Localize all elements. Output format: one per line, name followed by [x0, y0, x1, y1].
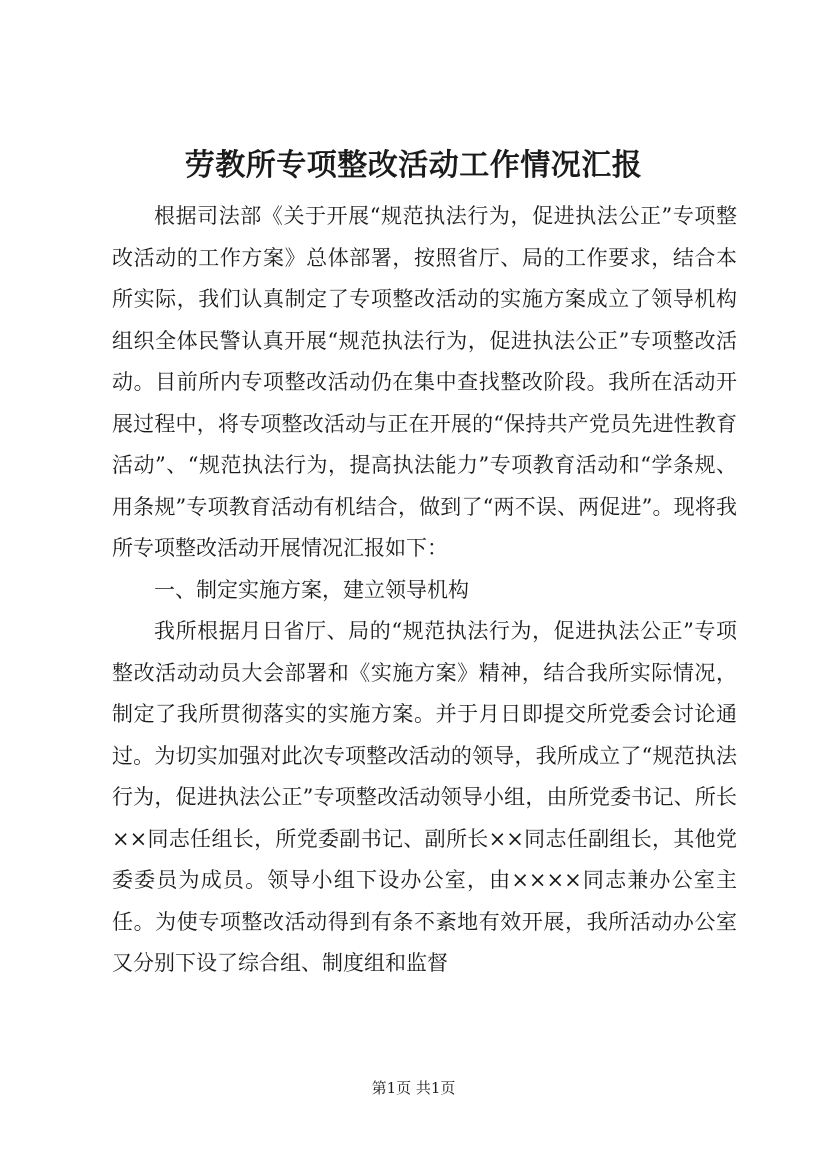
section-heading: 一、制定实施方案，建立领导机构 [154, 577, 469, 602]
page-footer: 第1页 共1页 [371, 1079, 456, 1097]
intro-paragraph: 根据司法部《关于开展“规范执法行为，促进执法公正”专项整改活动的工作方案》总体部署，按照省厅、局的工作要求，结合本所实际，我们认真制定了专项整改活动的实施方案成立了领导机构组织全体民警认真开展“规范执法行为，促进执法公正”专项整改活动。目前所内专项整改活动仍在集中查找整改阶段。我所在活动开展过程中，将专项整改活动与正在开展的“保持共产党员先进性教育活动”、“规范执法行为，提高执法能力”专项教育活动和“学条规、用条规”专项教育活动有机结合，做到了“两不误、两促进”。现将我所专项整改活动开展情况汇报如下： [112, 204, 737, 560]
document-title: 劳教所专项整改活动工作情况汇报 [184, 148, 643, 183]
document-body [112, 196, 737, 985]
section-paragraph: 我所根据月日省厅、局的“规范执法行为，促进执法公正”专项整改活动动员大会部署和《实施方案》精神，结合我所实际情况，制定了我所贯彻落实的实施方案。并于月日即提交所党委会讨论通过。为切实加强对此次专项整改活动的领导，我所成立了“规范执法行为，促进执法公正”专项整改活动领导小组，由所党委书记、所长××同志任组长，所党委副书记、副所长××同志任副组长，其他党委委员为成员。领导小组下设办公室，由××××同志兼办公室主任。为使专项整改活动得到有条不紊地有效开展，我所活动办公室又分别下设了综合组、制度组和监督 [112, 619, 737, 975]
